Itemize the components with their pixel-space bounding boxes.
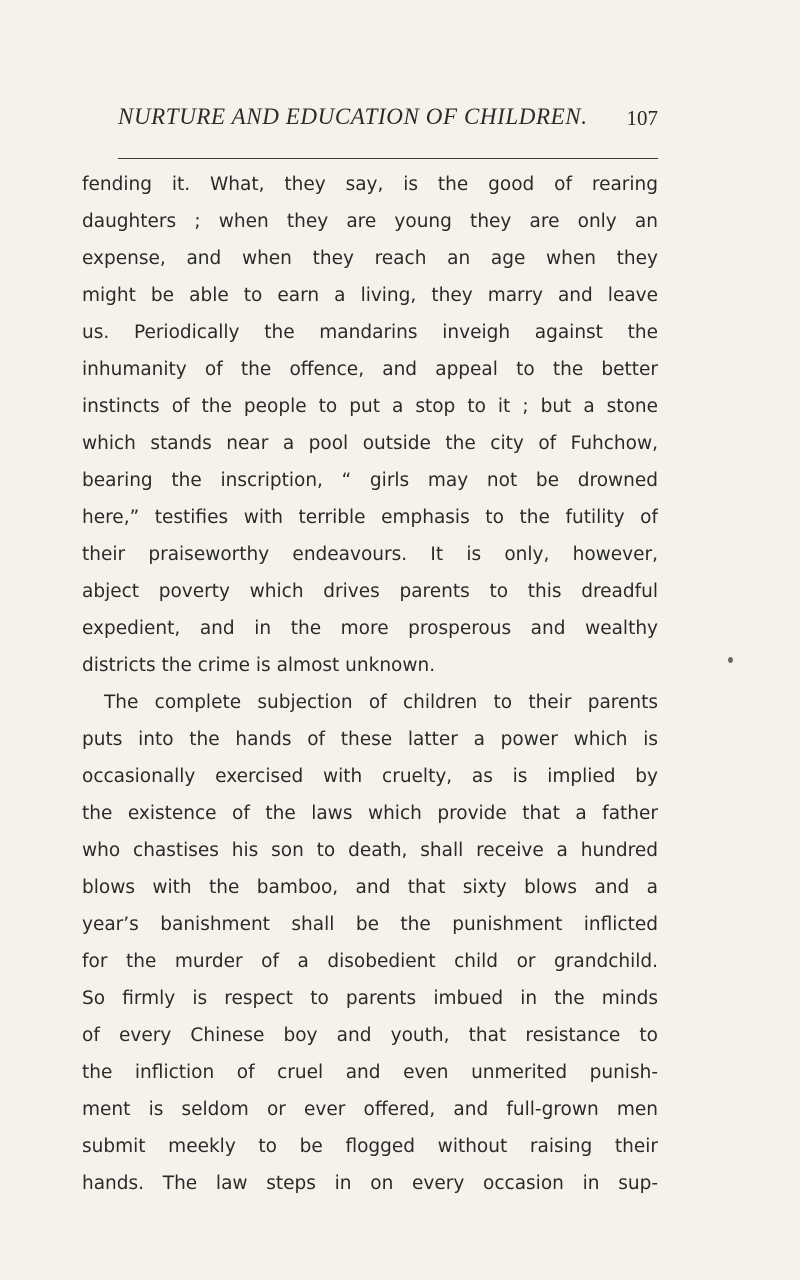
text-line: expense, and when they reach an age when they — [82, 248, 658, 269]
page-number: 107 — [626, 106, 658, 130]
text-line: fending it. What, they say, is the good of rearing — [82, 174, 658, 195]
text-line: occasionally exercised with cruelty, as is implied by — [82, 766, 658, 787]
text-line: for the murder of a disobedient child or grandchild. — [82, 951, 658, 972]
text-line: blows with the bamboo, and that sixty blows and a — [82, 877, 658, 898]
text-line: ment is seldom or ever offered, and full-grown men — [82, 1099, 658, 1120]
paper-speck — [728, 657, 733, 663]
running-title: NURTURE AND EDUCATION OF CHILDREN. — [118, 104, 588, 129]
text-line: their praiseworthy endeavours. It is only, however, — [82, 544, 658, 565]
text-line: who chastises his son to death, shall receive a hundred — [82, 840, 658, 861]
text-line: bearing the inscription, “ girls may not be drowned — [82, 470, 658, 491]
text-line: the existence of the laws which provide that a father — [82, 803, 658, 824]
body-text — [82, 166, 658, 1202]
text-line: which stands near a pool outside the city of Fuhchow, — [82, 433, 658, 454]
text-line: of every Chinese boy and youth, that resistance to — [82, 1025, 658, 1046]
paragraph-start-line: The complete subjection of children to their parents — [104, 692, 658, 713]
text-line: year’s banishment shall be the punishment inflicted — [82, 914, 658, 935]
text-line: hands. The law steps in on every occasion in sup- — [82, 1173, 658, 1194]
running-head — [118, 104, 658, 144]
text-line: might be able to earn a living, they marry and leave — [82, 285, 658, 306]
text-line: instincts of the people to put a stop to it ; but a stone — [82, 396, 658, 417]
text-line: submit meekly to be flogged without raising their — [82, 1136, 658, 1157]
text-line: abject poverty which drives parents to this dreadful — [82, 581, 658, 602]
text-line: inhumanity of the offence, and appeal to the better — [82, 359, 658, 380]
text-line: the infliction of cruel and even unmerited punish- — [82, 1062, 658, 1083]
text-line: So firmly is respect to parents imbued in the minds — [82, 988, 658, 1009]
text-line: us. Periodically the mandarins inveigh against the — [82, 322, 658, 343]
paragraph-end-line: districts the crime is almost unknown. — [82, 655, 436, 676]
header-rule — [118, 158, 658, 159]
text-line: daughters ; when they are young they are only an — [82, 211, 658, 232]
text-line: puts into the hands of these latter a power which is — [82, 729, 658, 750]
text-line: here,” testifies with terrible emphasis to the futility of — [82, 507, 658, 528]
text-line: expedient, and in the more prosperous and wealthy — [82, 618, 658, 639]
